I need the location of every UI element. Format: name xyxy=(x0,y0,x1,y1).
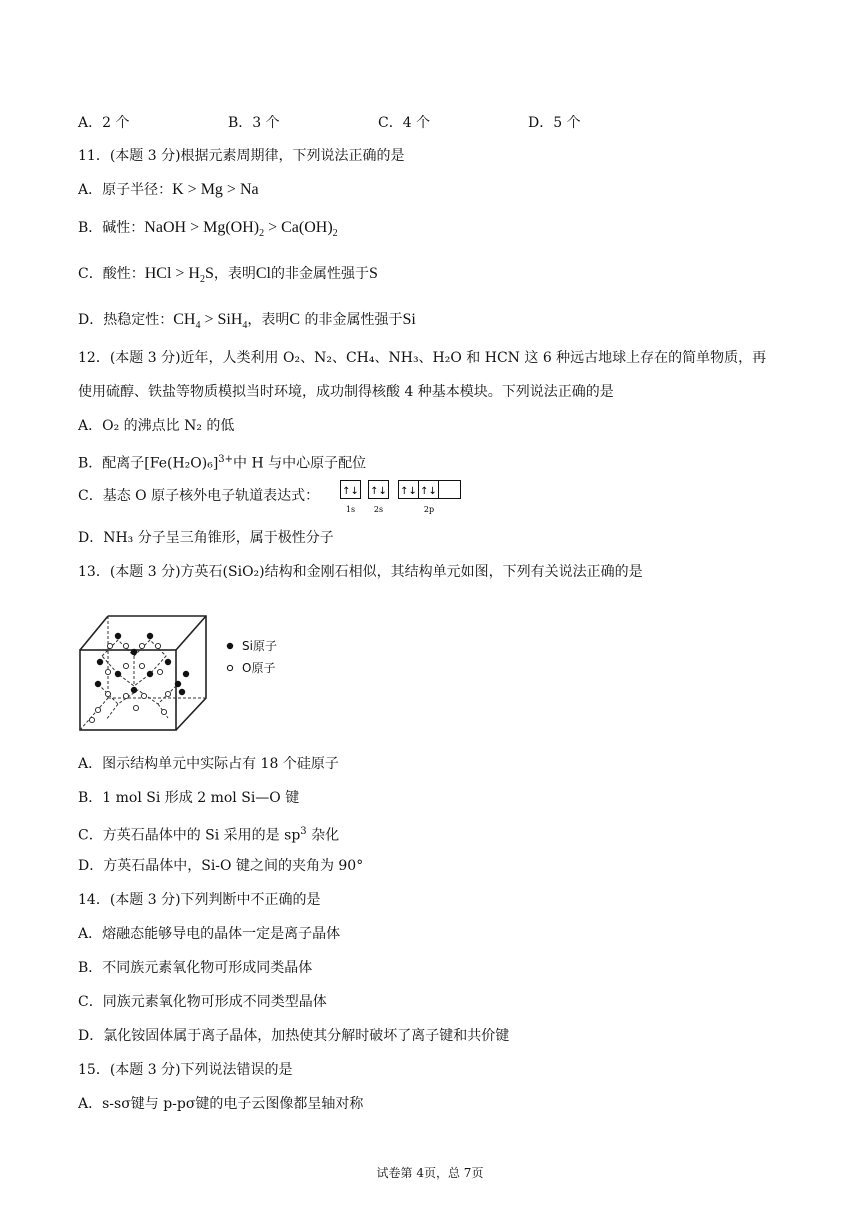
q11-a-formula: K > Mg > Na xyxy=(172,181,259,198)
q11-a-label: A．原子半径： xyxy=(78,182,173,198)
legend-o-marker xyxy=(227,665,232,670)
q10-options xyxy=(78,112,678,132)
q10-option-b: B．3 个 xyxy=(228,115,280,131)
legend-si-label: Si原子 xyxy=(242,639,277,653)
q12-stem-line1: 12．(本题 3 分)近年，人类利用 O₂、N₂、CH₄、NH₃、H₂O 和 HCN 这 6 种远古地球上存在的简单物质，再 xyxy=(78,350,767,366)
q11-c-formula: HCl > $H_2S$ xyxy=(144,265,214,286)
q14-option-c: C．同族元素氧化物可形成不同类型晶体 xyxy=(78,994,327,1010)
q14-option-b: B．不同族元素氧化物可形成同类晶体 xyxy=(78,960,313,976)
q13-option-b: B．1 mol Si 形成 2 mol Si—O 键 xyxy=(78,790,300,806)
q11-option-b xyxy=(78,218,338,244)
q13-option-a: A．图示结构单元中实际占有 18 个硅原子 xyxy=(78,756,339,772)
q10-option-a: A．2 个 xyxy=(78,115,130,131)
q13-option-c: C．方英石晶体中的 Si 采用的是 $sp^3$ 杂化 xyxy=(78,826,340,844)
q11-d-formula: $CH_4 > SiH_4$ xyxy=(173,311,248,332)
q12-option-d: D．NH₃ 分子呈三角锥形，属于极性分子 xyxy=(78,530,334,546)
q14-option-a: A．熔融态能够导电的晶体一定是离子晶体 xyxy=(78,926,341,942)
page-footer: 试卷第 4页，总 7页 xyxy=(376,1166,484,1180)
orbital-label-2s: 2s xyxy=(373,505,384,514)
orbital-label-1s: 1s xyxy=(345,505,356,514)
q12-stem-line2: 使用硫醇、铁盐等物质模拟当时环境，成功制得核酸 4 种基本模块。下列说法正确的是 xyxy=(78,384,614,400)
svg-text:↑↓: ↑↓ xyxy=(420,486,437,497)
svg-text:↑↓: ↑↓ xyxy=(342,486,359,497)
svg-text:↑↓: ↑↓ xyxy=(370,486,387,497)
crystal-structure-svg xyxy=(78,612,308,738)
q10-option-c: C．4 个 xyxy=(378,115,431,131)
q11-option-d: D．热稳定性：$CH_4 > SiH_4$，表明C 的非金属性强于Si xyxy=(78,311,416,332)
orbital-diagram-svg xyxy=(340,480,466,516)
q11-c-label: C．酸性： xyxy=(78,266,145,282)
q13-option-d: D．方英石晶体中，Si-O 键之间的夹角为 90° xyxy=(78,858,364,874)
q13-stem: 13．(本题 3 分)方英石(SiO₂)结构和金刚石相似，其结构单元如图，下列有关说法正确的是 xyxy=(78,564,643,580)
legend-o-label: O原子 xyxy=(242,661,276,675)
q12-option-b: B．配离子$[Fe(H_2O)_6]^{3+}$中 H 与中心原子配位 xyxy=(78,454,367,472)
q12-option-a: A．O₂ 的沸点比 N₂ 的低 xyxy=(78,418,235,434)
q11-option-a xyxy=(78,180,259,200)
crystal-structure-figure xyxy=(78,612,308,742)
q15-stem: 15．(本题 3 分)下列说法错误的是 xyxy=(78,1062,293,1078)
q10-option-d: D．5 个 xyxy=(528,115,581,131)
legend-si-marker xyxy=(227,643,233,649)
q11-option-c: C．酸性：HCl > $H_2S$，表明Cl的非金属性强于S xyxy=(78,265,378,286)
q11-stem: 11．(本题 3 分)根据元素周期律，下列说法正确的是 xyxy=(78,148,405,164)
q14-stem: 14．(本题 3 分)下列判断中不正确的是 xyxy=(78,892,321,908)
q11-d-label: D．热稳定性： xyxy=(78,312,174,328)
q12-option-c: C．基态 O 原子核外电子轨道表达式： xyxy=(78,488,320,504)
orbital-diagram xyxy=(340,480,466,520)
q11-b-formula: NaOH > $Mg(OH)_2 > Ca(OH)_2$ xyxy=(144,219,338,240)
orbital-label-2p: 2p xyxy=(423,505,435,514)
q14-option-d: D．氯化铵固体属于离子晶体，加热使其分解时破坏了离子键和共价键 xyxy=(78,1028,510,1044)
q15-option-a: A．s-sσ键与 p-pσ键的电子云图像都呈轴对称 xyxy=(78,1096,364,1112)
svg-text:↑↓: ↑↓ xyxy=(400,486,417,497)
q11-b-label: B．碱性： xyxy=(78,220,145,236)
